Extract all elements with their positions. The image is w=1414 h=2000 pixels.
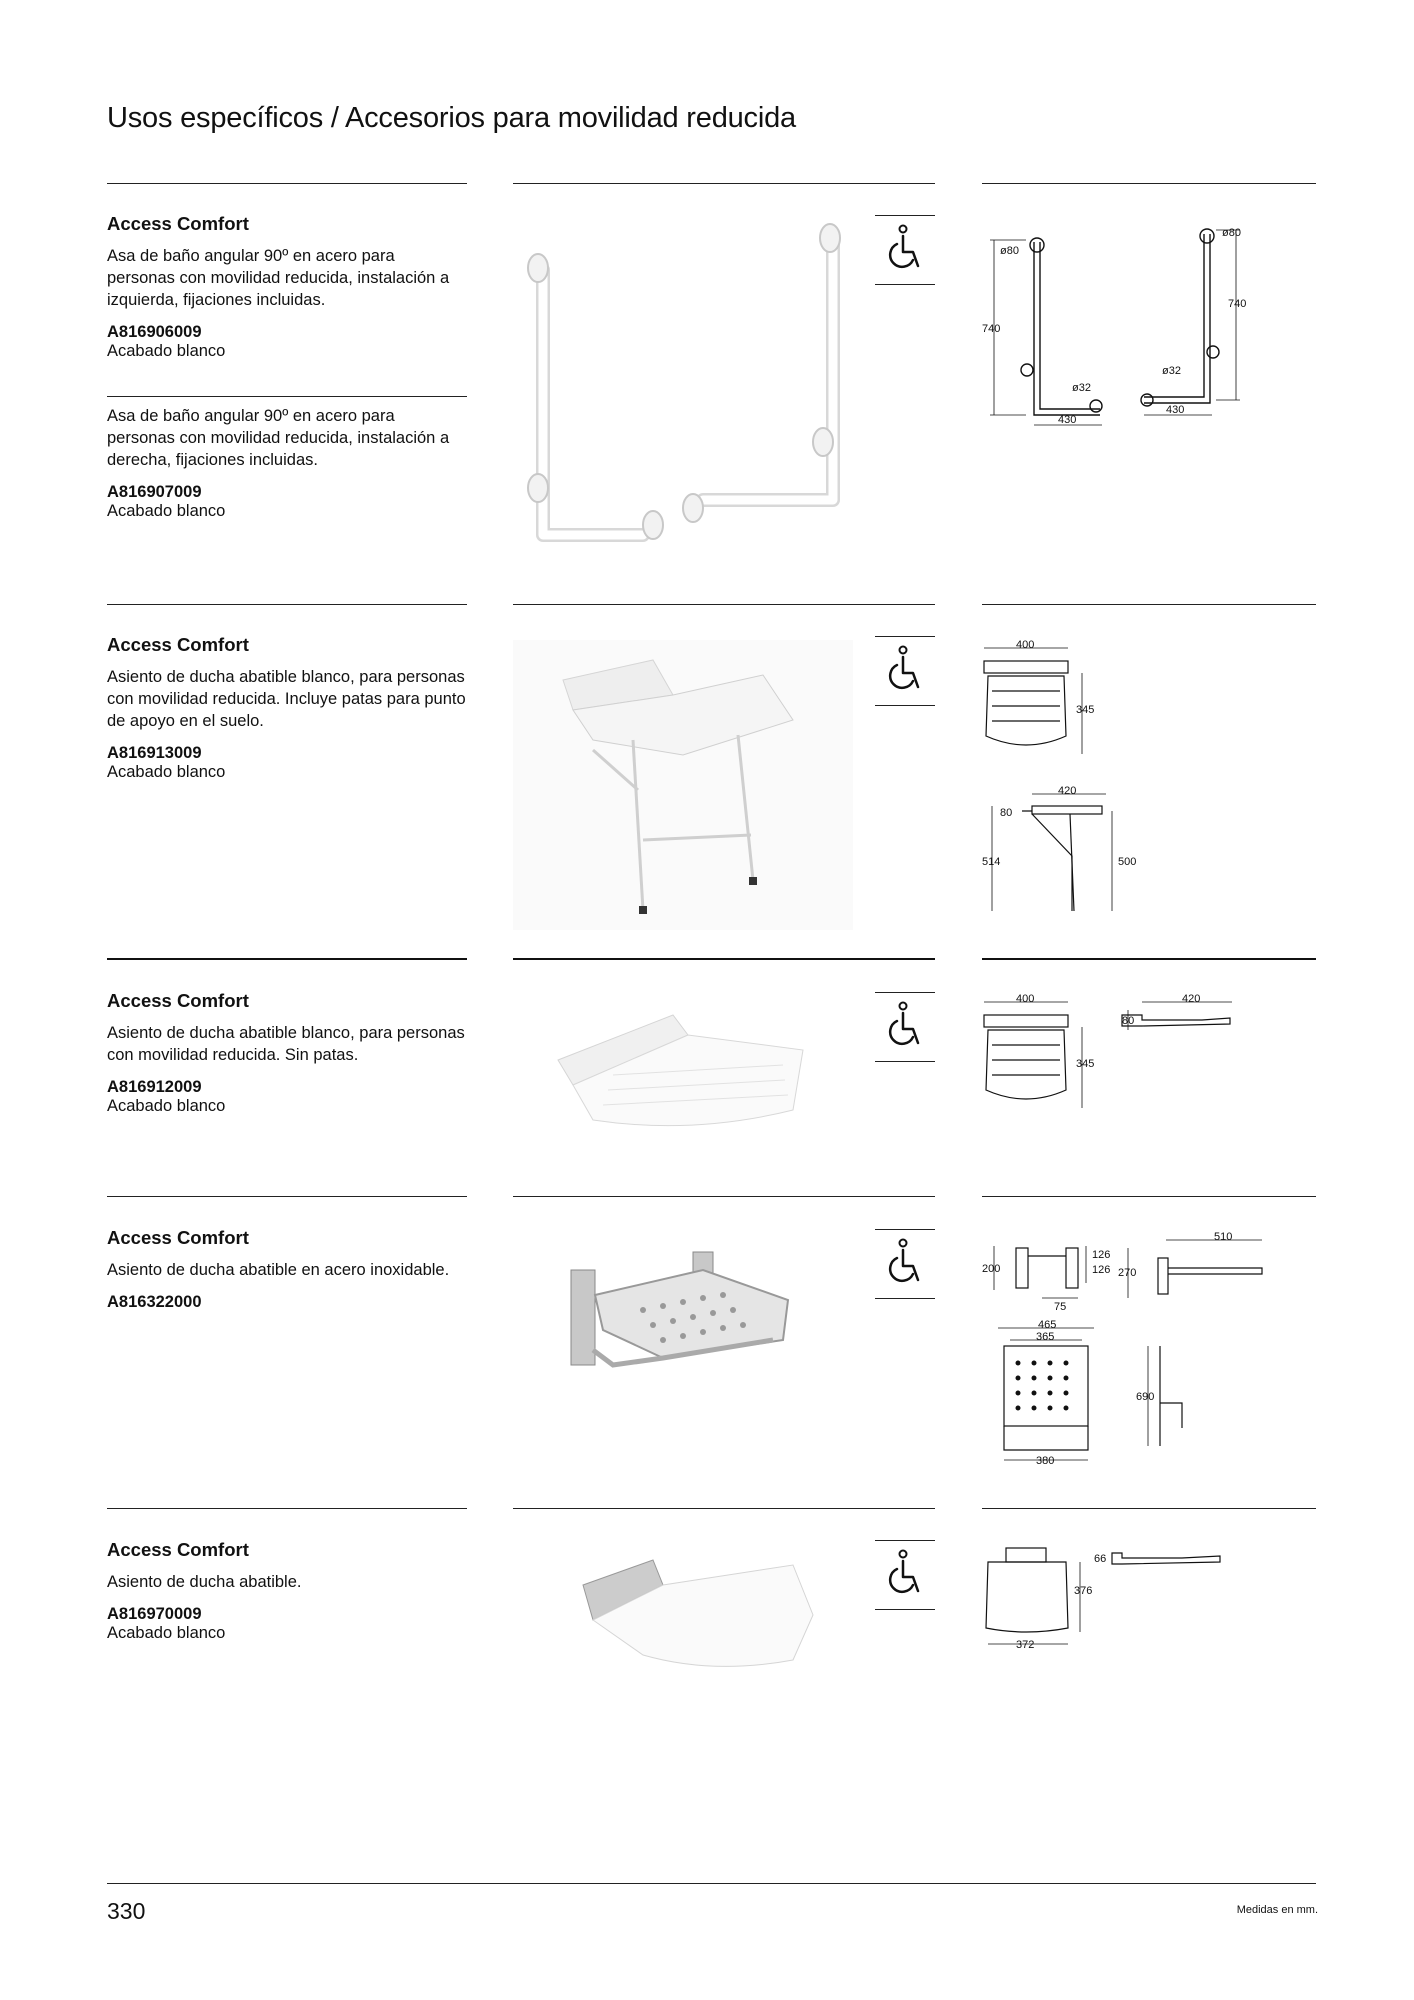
divider — [982, 1508, 1316, 1509]
dim-label: 465 — [1038, 1319, 1057, 1331]
dim-label: 510 — [1214, 1231, 1233, 1243]
page-title: Usos específicos / Accesorios para movilidad reducida — [107, 102, 796, 134]
dim-label: 514 — [982, 856, 1001, 868]
product-description: Asiento de ducha abatible blanco, para personas con movilidad reducida. Incluye patas para punto de apoyo en el suelo. — [107, 668, 466, 730]
dim-label: 400 — [1016, 993, 1035, 1005]
divider — [107, 1196, 467, 1197]
dim-label: 690 — [1136, 1391, 1155, 1403]
product-brand: Access Comfort — [107, 1539, 249, 1560]
dim-label: 740 — [1228, 298, 1247, 310]
dim-label: ø32 — [1072, 382, 1091, 394]
steel-shower-seat-photo — [553, 1240, 833, 1390]
divider — [513, 958, 935, 960]
divider — [982, 604, 1316, 605]
product-text — [107, 990, 467, 1116]
dim-label: 126 — [1092, 1249, 1111, 1261]
dim-label: 270 — [1118, 1267, 1137, 1279]
wheelchair-icon — [885, 1549, 925, 1599]
wheelchair-icon — [885, 1238, 925, 1288]
dim-label: 430 — [1058, 414, 1077, 426]
product-code: A816907009 — [107, 483, 202, 501]
product-code: A816912009 — [107, 1078, 202, 1096]
product-description: Asiento de ducha abatible en acero inoxidable. — [107, 1261, 450, 1279]
product-finish: Acabado blanco — [107, 1624, 226, 1642]
accessibility-badge — [875, 215, 935, 285]
divider — [107, 604, 467, 605]
product-finish: Acabado blanco — [107, 342, 226, 360]
accessibility-badge — [875, 1540, 935, 1610]
divider — [107, 1508, 467, 1509]
dim-label: ø32 — [1162, 365, 1181, 377]
divider — [513, 183, 935, 184]
product-code: A816970009 — [107, 1605, 202, 1623]
product-text — [107, 634, 467, 782]
product-finish: Acabado blanco — [107, 763, 226, 781]
product-text — [107, 1539, 467, 1643]
dim-label: 376 — [1074, 1585, 1093, 1597]
accessibility-badge — [875, 1229, 935, 1299]
dim-label: 372 — [1016, 1639, 1035, 1651]
dim-label: ø80 — [1222, 227, 1241, 239]
shower-seat-with-legs-photo — [513, 640, 853, 930]
shower-seat-photo — [553, 1005, 833, 1135]
page-number: 330 — [107, 1898, 146, 1924]
product-code: A816906009 — [107, 323, 202, 341]
product-brand: Access Comfort — [107, 990, 249, 1011]
divider — [982, 1196, 1316, 1197]
product-description: Asiento de ducha abatible. — [107, 1573, 302, 1591]
technical-drawing — [982, 210, 1316, 440]
product-text — [107, 1227, 467, 1312]
dim-label: 420 — [1182, 993, 1201, 1005]
dim-label: 66 — [1094, 1553, 1107, 1565]
divider — [982, 958, 1316, 960]
technical-drawing — [982, 1538, 1316, 1668]
divider — [107, 958, 467, 960]
technical-drawing — [982, 1228, 1316, 1478]
dim-label: 430 — [1166, 404, 1185, 416]
accessibility-badge — [875, 636, 935, 706]
dim-label: 345 — [1076, 1058, 1095, 1070]
product-brand: Access Comfort — [107, 213, 249, 234]
divider — [107, 183, 467, 184]
product-code: A816913009 — [107, 744, 202, 762]
units-note: Medidas en mm. — [1236, 1904, 1318, 1916]
grab-bar-photo — [513, 210, 863, 560]
dim-label: 80 — [1000, 807, 1013, 819]
footer-divider — [107, 1883, 1316, 1884]
wheelchair-icon — [885, 645, 925, 695]
technical-drawing — [982, 636, 1316, 926]
divider — [107, 396, 467, 397]
dim-label: 365 — [1036, 1331, 1055, 1343]
folding-seat-photo — [553, 1545, 833, 1685]
dim-label: 740 — [982, 323, 1001, 335]
divider — [513, 1196, 935, 1197]
product-description: Asa de baño angular 90º en acero para personas con movilidad reducida, instalación a izquierda, fijaciones incluidas. — [107, 247, 450, 309]
product-text — [107, 213, 467, 361]
product-brand: Access Comfort — [107, 1227, 249, 1248]
dim-label: 400 — [1016, 639, 1035, 651]
product-finish: Acabado blanco — [107, 502, 226, 520]
dim-label: 500 — [1118, 856, 1137, 868]
product-finish: Acabado blanco — [107, 1097, 226, 1115]
technical-drawing — [982, 990, 1316, 1120]
dim-label: 345 — [1076, 704, 1095, 716]
dim-label: 126 — [1092, 1264, 1111, 1276]
product-description: Asa de baño angular 90º en acero para personas con movilidad reducida, instalación a derecha, fijaciones incluidas. — [107, 407, 450, 469]
dim-label: 420 — [1058, 785, 1077, 797]
product-brand: Access Comfort — [107, 634, 249, 655]
dim-label: 200 — [982, 1263, 1001, 1275]
product-code: A816322000 — [107, 1293, 202, 1311]
dim-label: 75 — [1054, 1301, 1067, 1313]
wheelchair-icon — [885, 1001, 925, 1051]
dim-label: 80 — [1122, 1015, 1135, 1027]
wheelchair-icon — [885, 224, 925, 274]
accessibility-badge — [875, 992, 935, 1062]
divider — [982, 183, 1316, 184]
dim-label: 380 — [1036, 1455, 1055, 1467]
divider — [513, 1508, 935, 1509]
dim-label: ø80 — [1000, 245, 1019, 257]
divider — [513, 604, 935, 605]
product-description: Asiento de ducha abatible blanco, para personas con movilidad reducida. Sin patas. — [107, 1024, 465, 1064]
product-text — [107, 405, 467, 521]
